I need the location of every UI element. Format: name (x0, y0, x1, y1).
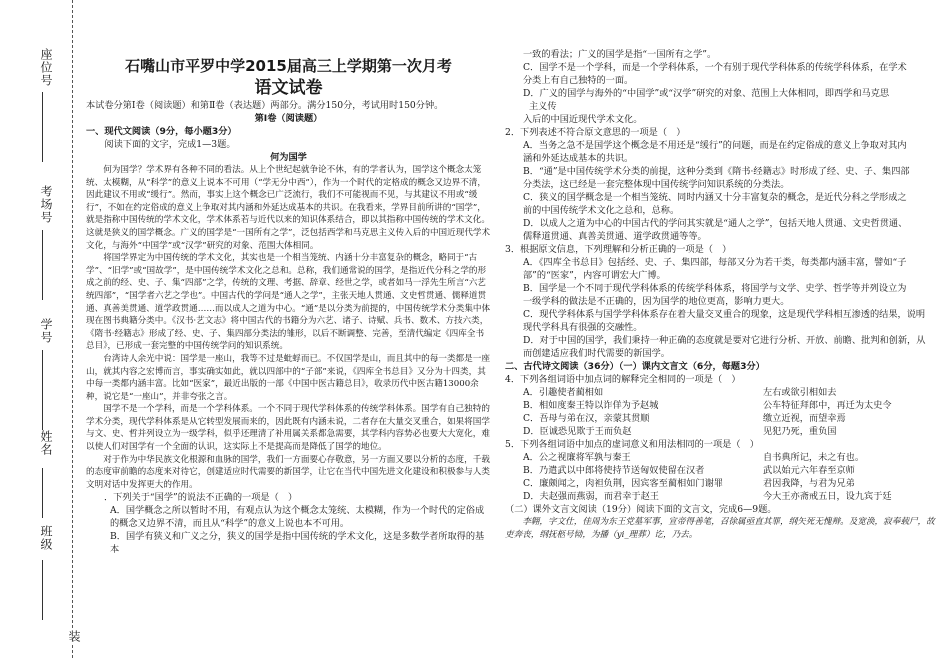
question-2: 2．下列表述不符合原文意思的一项是（ ） (505, 127, 686, 138)
question-1-option-d: D．广义的国学与海外的“中国学”或“汉学”研究的对象、范围上大体相同，即西学和马克思 (523, 88, 890, 99)
subsection-2-heading: （二）课外文言文阅读（19分）阅读下面的文言文，完成6—9题。 (505, 504, 777, 515)
class-line (42, 560, 43, 620)
right-column (505, 48, 940, 541)
binding-mark: 装 (67, 630, 81, 642)
seat-label: 座位号 (39, 48, 53, 87)
name-label: 姓名 (39, 430, 53, 456)
question-5-option-b: B．乃遣武以中郎将使持节送匈奴使留在汉者 武以始元六年春至京师 (523, 465, 855, 476)
question-1-option-d-cont: 主义传 (529, 101, 557, 112)
question-3-option-c: C．现代学科体系与国学学科体系存在着大量交叉重合的现象，这是现代学科相互渗透的结果，说明 (523, 309, 926, 320)
question-2-option-d: D．以成人之道为中心的中国古代的学问其实就是“通人之学”，包括天地人贯通、文史哲贯通、 (523, 218, 908, 229)
seat-line (42, 92, 43, 162)
question-1: ．下列关于“国学”的说法不正确的一项是（ ） (104, 492, 298, 504)
exam-intro: 本试卷分第Ⅰ卷（阅读题）和第Ⅱ卷（表达题）两部分。满分150分，考试用时150分钟。 (86, 100, 444, 111)
room-label: 考场号 (39, 185, 53, 224)
passage-paragraph-5: 对于作为中华民族文化根源和血脉的国学，我们一方面要心存敬意，另一方面又要以分析的态度，千载的态度审前瞻的态度来对待它，创建适应时代需要的新国学，让它在当代中国先进文化建设和积极参与人类文明对话中发挥更大的作用。 (86, 454, 490, 490)
name-line (42, 468, 43, 518)
passage-paragraph-2: 将国学界定为中国传统的学术文化，其实也是一个相当笼统、内涵十分丰富复杂的概念，略同于“古学”、“旧学”或“国故学”，是中国传统学术文化之总和。总称，我们通常说的国学，是指近代分科之学的形成之前的经、史、子、集“四部”之学，传统的文理、考据、辞章、经世之学，或者如马一浮先生所言“六艺统四部”，“国学者六艺之学也”。中国古代的学问是“通人之学”，主张天地人贯通、文史哲贯通、儒释道贯通、真善美贯通、道学政贯通……而以成人之道为中心。“通”是以分类为前提的，中国传统学术分类集中体现在图书典籍分类中。《汉书·艺文志》将中国古代的书籍分为六艺、诸子、诗赋、兵书、数术、方技六类，《隋书·经籍志》形成了经、史、子、集四部分类法的雏形，以后不断调整、完善，至清代编定《四库全书总目》，已形成一套完整的中国传统学问的知识系统。 (86, 253, 491, 352)
question-5-option-c: C．廉颇闻之，肉袒负荆，因宾客至蔺相如门谢罪 君因我降，与君为兄弟 (523, 478, 855, 489)
section1-heading: 一、现代文阅读（9分，每小题3分） (86, 126, 237, 137)
question-2-option-c: C．狭义的国学概念是一个相当笼统、同时内涵又十分丰富复杂的概念，是近代分科之学形成之 (523, 192, 907, 203)
question-4: 4．下列各组词语中加点词的解释完全相同的一项是（ ） (505, 374, 741, 385)
question-2-option-a-cont: 涵和外延达成基本的共识。 (523, 153, 634, 164)
question-1-option-d-end: 入后的中国近现代学术文化。 (523, 114, 643, 125)
part1-heading: 第Ⅰ卷（阅读题） (254, 113, 323, 124)
question-2-option-b-cont: 分类法，这已经是一套完整体现中国传统学问知识系统的分类法。 (523, 179, 790, 190)
section2-heading: 二、古代诗文阅读（36分）（一）课内文言文（6分，每题3分） (505, 361, 765, 372)
question-3-option-a-cont: 部”的“医家”，内容可谓宏大广博。 (523, 270, 666, 281)
question-2-option-d-cont: 儒释道贯通、真善美贯通、道学政贯通等等。 (523, 231, 707, 242)
passage-title: 何为国学 (270, 152, 307, 163)
classical-passage: 李翱，字文仕，佳周为东王党墓军事，宣帝得善笔，召徐属亟直其罪，纲矢死无愧辩。及宽涣，寂奉载尸，故吏奔丧，纲抚柩号恸，为播（yi_理葬）讫，乃去。 (505, 517, 935, 540)
exam-subject: 语文试卷 (254, 78, 323, 98)
question-3: 3．根据原文信息，下列理解和分析正确的一项是（ ） (505, 244, 732, 255)
passage-paragraph-4: 国学不是一个学科，而是一个学科体系。一个不同于现代学科体系的传统学科体系。国学有自己独特的学术分类，现代学科体系是从它转型发展而来的，因此既有内涵未说，二者存在大量交叉重合，如果将国学与文、史、哲并列设立为一级学科，似乎还理清了补用属关系都急需要，其学科内容势必也要大大宽化，难以使人们对国学有一个全面的认识，这实际上不是提高而是降低了国学的地位。 (86, 404, 490, 453)
question-5-option-d: D．夫赵强而燕弱，而君幸于赵王 今大王亦斋戒五日，设九宾于廷 (523, 491, 892, 502)
question-5: 5．下列各组词语中加点的虚词意义和用法相同的一项是（ ） (505, 439, 759, 450)
question-1-option-c: C．国学不是一个学科，而是一个学科体系，一个有别于现代学科体系的传统学科体系，在学术 (523, 62, 907, 73)
question-3-option-a: A．《四库全书总目》包括经、史、子、集四部，每部又分为若干类，每类都内涵丰富，譬如“子 (523, 257, 907, 268)
question-1-option-b: B．国学有狭义和广义之分，狭义的国学是指中国传统的学术文化，这是多数学者所取得的基本 (110, 531, 485, 556)
question-1-option-c-cont: 分类上有自己独特的一面。 (523, 75, 634, 86)
passage-paragraph-3: 台湾诗人余光中说：国学是一座山，我等不过是蚍蜉而已。不仅国学是山，而且其中的每一类都是一座山，就其内容之宏博而言，事实确实如此，就以四部中的“子部”来说，《四库全书总目》又分为十四类，其中每一类都内涵丰富。比如“医家”，最近出版的一部《中国中医古籍总目》，收录历代中医古籍13000余种，说它是“一座山”，并非夸张之言。 (86, 353, 490, 402)
class-label: 班级 (39, 525, 53, 551)
question-4-option-c: C．吾母与弟在汉，亲蒙其贯顺 缴立近视，而望幸焉 (523, 413, 846, 424)
question-2-option-c-cont: 前的中国传统学术文化之总和，总称。 (523, 205, 680, 216)
room-line (42, 230, 43, 300)
section1-instruction: 阅读下面的文字，完成1—3题。 (104, 139, 236, 150)
student-id-line (42, 350, 43, 430)
question-3-option-b-cont: 一级学科的做法是不正确的，因为国学的地位更高，影响力更大。 (523, 296, 790, 307)
student-id-label: 学号 (39, 318, 53, 344)
binding-dashed-line (72, 0, 73, 658)
question-2-option-a: A．当务之急不是国学这个概念是不用还是“缓行”的问题，而是在约定俗成的意义上争取对其内 (523, 140, 907, 151)
question-5-option-a: A．公之视廉将军孰与秦王 自书典所记，未之有也。 (523, 452, 865, 463)
exam-title: 石嘴山市平罗中学2015届高三上学期第一次月考 (125, 57, 452, 75)
question-1-option-a: A．国学概念之所以暂时不用，有观点认为这个概念太笼统、太模糊，作为一个时代的定俗成的概念又边界不清，而且从“科学”的意义上说也本不可用。 (110, 505, 485, 530)
left-column (86, 55, 491, 556)
question-4-option-a: A．引趣使者蔺相如 左右或欲引相如去 (523, 387, 837, 398)
passage-paragraph-1: 何为国学？学术界有各种不同的看法。从上个世纪起就争论不休，有的学者认为，国学这个概念太笼统、太模糊，从“科学”的意义上说本不可用（“学无分中西”），作为一个时代的定格成的概念又边界不清，因此建议不用或“缓行”。然而，事实上这个概念已广泛流行，我们不可能视而不见，与其建议不用或“缓行”，不如在约定俗成的意义上争取对其内涵和外延达成基本的共识。在我看来，学界目前所讲的“国学”，就是指称中国传统的学术文化，学术体系若与近代以来的知识体系结合，即以其指称中国传统的学术文化。这就是狭义的国学概念。广义的国学是“一国所有之学”，泛包括西学和马克思主义传入后的中国近现代学术文化，与海外“中国学”或“汉学”研究的对象、范围大体相同。 (86, 165, 491, 251)
q1b-continued: 一致的看法；广义的国学是指“一国所有之学”。 (523, 49, 717, 60)
question-3-option-c-cont: 现代学科具有很强的交融性。 (523, 322, 643, 333)
question-3-option-d-cont: 而创建适应我们时代需要的新国学。 (523, 348, 670, 359)
question-2-option-b: B．“通”是中国传统学术分类的前提，这种分类到《隋书·经籍志》时形成了经、史、子、集四部 (523, 166, 910, 177)
question-3-option-b: B．国学是一个不同于现代学科体系的传统学科体系，将国学与文学、史学、哲学等并列设立为 (523, 283, 907, 294)
binding-margin (0, 0, 90, 658)
question-3-option-d: D．对于中国的国学，我们秉持一种正确的态度就是要对它进行分析、开放、前瞻、批判和创新，从 (523, 335, 926, 346)
question-4-option-d: D．臣诚恐见欺于王而负赵 见犯乃死，重负国 (523, 426, 837, 437)
question-4-option-b: B．相如度秦王特以诈佯为予赵城 公车特征拜郎中，再迁为太史令 (523, 400, 892, 411)
